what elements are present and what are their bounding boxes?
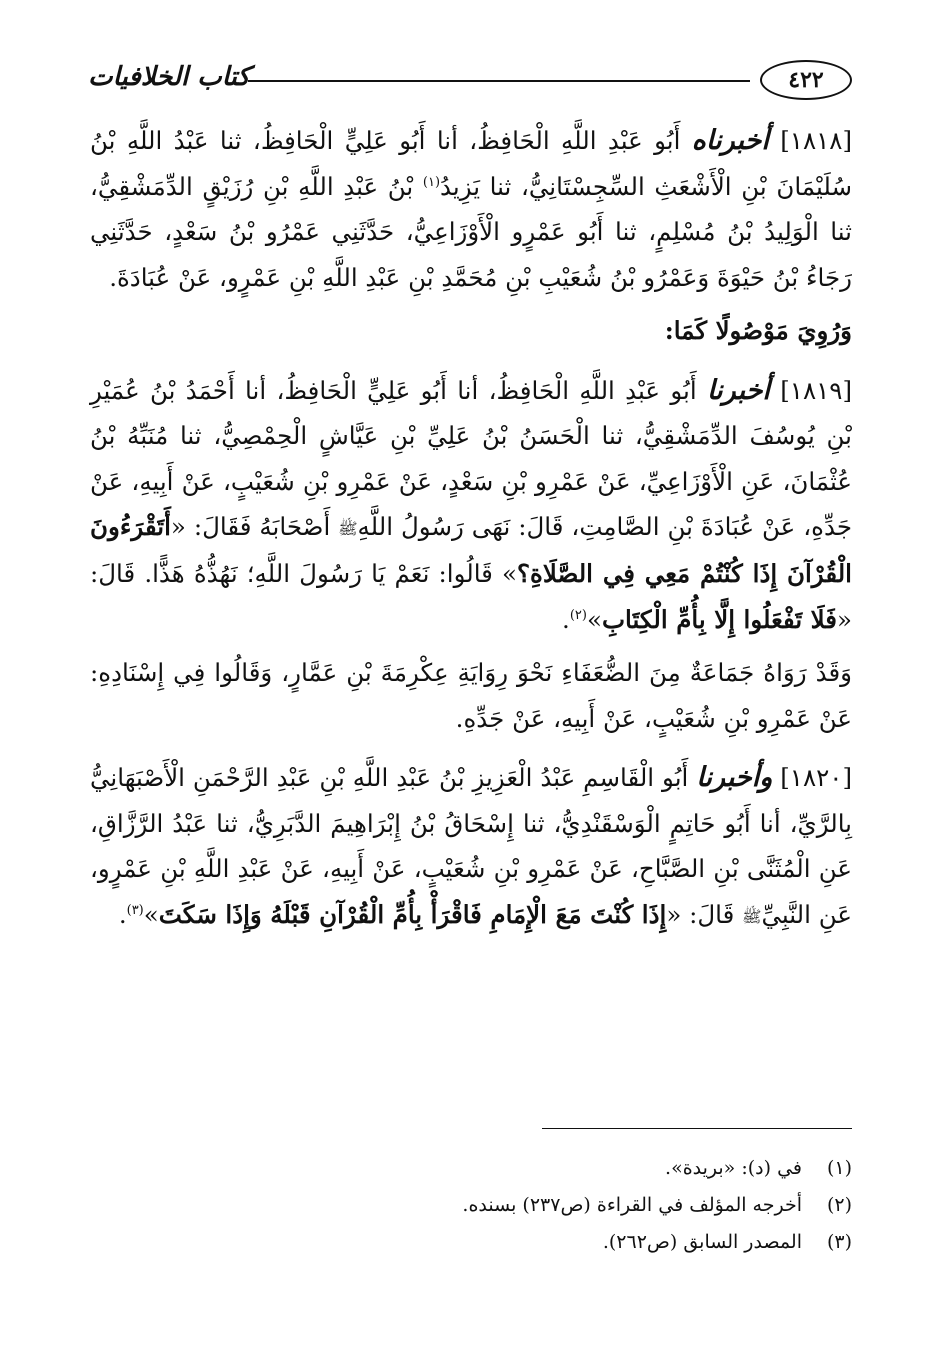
hadith-number: [١٨١٩] xyxy=(780,375,852,405)
salutation-glyph: ﷺ xyxy=(742,906,762,926)
prophetic-quote: أَتَقْرَءُونَ الْقُرْآنَ إِذَا كُنْتُمْ مَعِي فِي الصَّلَاةِ؟ xyxy=(90,512,852,589)
rowiya-text: وَرُوِيَ مَوْصُولًا كَمَا: xyxy=(664,316,852,345)
transmission-keyword: أخبرناه xyxy=(691,125,769,156)
hadith-number: [١٨٢٠] xyxy=(780,763,852,793)
hadith-text: » قَالُوا: نَعَمْ يَا رَسُولَ اللَّهِ؛ نَهُذُّهُ هَذًّا. قَالَ: « xyxy=(90,559,852,634)
footnote-number: (٢) xyxy=(826,1194,852,1216)
header-rule xyxy=(248,80,750,82)
hadith-text: . xyxy=(118,899,127,929)
hadith-number: [١٨١٨] xyxy=(780,126,852,155)
hadith-text: أَصْحَابَهُ فَقَالَ: « xyxy=(170,512,339,541)
footnote-item xyxy=(90,1150,852,1187)
hadith-text: قَالَ: « xyxy=(666,899,743,929)
commentary-paragraph xyxy=(90,650,852,741)
footnotes xyxy=(90,1150,852,1261)
footnote-text: في (د): «بريدة». xyxy=(665,1157,802,1179)
book-title: كتاب الخلافيات xyxy=(88,62,250,92)
hadith-text: أَبُو عَبْدِ اللَّهِ الْحَافِظُ، أنا أَبُو عَلِيٍّ الْحَافِظُ، ثنا عَبْدُ اللَّهِ بْنُ سُلَيْمَانَ بْنِ الْأَشْعَثِ السِّجِسْتَانِيُّ، ثنا يَزِيدُ xyxy=(90,126,852,201)
hadith-text: » xyxy=(143,899,159,929)
footnote-item xyxy=(90,1224,852,1261)
hadith-1818 xyxy=(90,118,852,300)
footnote-text: المصدر السابق (ص٢٦٢). xyxy=(602,1231,802,1253)
commentary-text: وَقَدْ رَوَاهُ جَمَاعَةٌ مِنَ الضُّعَفَاءِ نَحْوَ رِوَايَةِ عِكْرِمَةَ بْنِ عَمَّارٍ، وَقَالُوا فِي إِسْنَادِهِ: عَنْ عَمْرِو بْنِ شُعَيْبٍ، عَنْ أَبِيهِ، عَنْ جَدِّهِ. xyxy=(90,658,852,733)
main-text xyxy=(90,118,852,939)
hadith-text: » xyxy=(586,604,602,634)
footnote-separator xyxy=(542,1128,852,1129)
rowiya-heading xyxy=(90,308,852,354)
hadith-1819 xyxy=(90,368,852,643)
footnote-ref-3: (٣) xyxy=(126,902,144,918)
footnote-number: (١) xyxy=(826,1157,852,1179)
hadith-text: أَبُو عَبْدِ اللَّهِ الْحَافِظُ، أنا أَبُو عَلِيٍّ الْحَافِظُ، أنا أَحْمَدُ بْنُ عُمَيْرِ بْنِ يُوسُفَ الدِّمَشْقِيُّ، ثنا الْحَسَنُ بْنُ عَلِيِّ بْنِ عَيَّاشٍ الْحِمْصِيُّ، ثنا مُنَبِّهُ بْنُ عُثْمَانَ، عَنِ الْأَوْزَاعِيِّ، عَنْ عَمْرِو بْنِ سَعْدٍ، عَنْ عَمْرِو بْنِ شُعَيْبٍ، عَنْ أَبِيهِ، عَنْ جَدِّهِ، عَنْ عُبَادَةَ بْنِ الصَّامِتِ، قَالَ: نَهَى رَسُولُ اللَّهِ xyxy=(90,375,852,541)
footnote-number: (٣) xyxy=(826,1231,852,1253)
hadith-text: أَبُو الْقَاسِمِ عَبْدُ الْعَزِيزِ بْنُ عَبْدِ اللَّهِ بْنِ عَبْدِ الرَّحْمَنِ الْأَصْبَهَانِيُّ بِالرَّيِّ، أنا أَبُو حَاتِمٍ الْوَسْقَنْدِيُّ، ثنا إِسْحَاقُ بْنُ إِبْرَاهِيمَ الدَّبَرِيُّ، ثنا عَبْدُ الرَّزَّاقِ، عَنِ الْمُثَنَّى بْنِ الصَّبَّاحِ، عَنْ عَمْرِو بْنِ شُعَيْبٍ، عَنْ أَبِيهِ، عَنْ عَبْدِ اللَّهِ بْنِ عَمْرٍو، عَنِ النَّبِيِّ xyxy=(90,763,852,929)
salutation-glyph: ﷺ xyxy=(338,518,358,538)
prophetic-quote: إِذَا كُنْتَ مَعَ الْإِمَامِ فَاقْرَأْ بِأُمِّ الْقُرْآنِ قَبْلَهُ وَإِذَا سَكَتَ xyxy=(158,899,667,929)
page-header xyxy=(88,52,852,102)
footnote-item xyxy=(90,1187,852,1224)
transmission-keyword: وأخبرنا xyxy=(696,762,773,794)
footnote-ref-1: (١) xyxy=(422,174,441,190)
hadith-text: . xyxy=(562,604,570,634)
hadith-1820 xyxy=(90,755,852,939)
footnote-text: أخرجه المؤلف في القراءة (ص٢٣٧) بسنده. xyxy=(462,1194,802,1216)
hadith-text: بْنُ عَبْدِ اللَّهِ بْنِ رُزَيْقٍ الدِّمَشْقِيُّ، ثنا الْوَلِيدُ بْنُ مُسْلِمٍ، ثنا أَبُو عَمْرٍو الْأَوْزَاعِيُّ، حَدَّثَنِي عَمْرُو بْنُ سَعْدٍ، حَدَّثَنِي رَجَاءُ بْنُ حَيْوَةَ وَعَمْرُو بْنُ شُعَيْبِ بْنِ مُحَمَّدِ بْنِ عَبْدِ اللَّهِ بْنِ عَمْرٍو، عَنْ عُبَادَةَ. xyxy=(90,171,852,292)
page-number: ٤٢٢ xyxy=(760,60,852,100)
transmission-keyword: أخبرنا xyxy=(706,374,770,406)
footnote-ref-2: (٢) xyxy=(569,607,587,623)
prophetic-quote: فَلَا تَفْعَلُوا إِلَّا بِأُمِّ الْكِتَابِ xyxy=(601,604,837,634)
